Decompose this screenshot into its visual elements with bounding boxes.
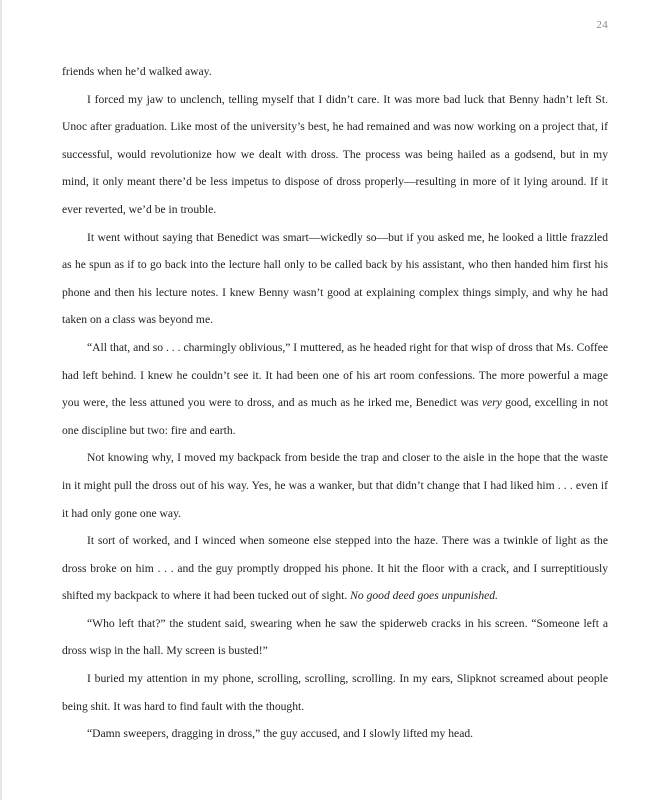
paragraph — [62, 527, 608, 610]
paragraph — [62, 86, 608, 224]
paragraph-text: good, excelling in not one discipline but two: fire and earth. — [62, 396, 608, 437]
italic-text: No good deed goes unpunished. — [350, 589, 498, 603]
paragraph-text: “All that, and so . . . charmingly oblivious,” I muttered, as he headed right for that wisp of dross that Ms. Coffee had left behind. I knew he couldn’t see it. It had been one of his art room confessions. The more powerful a mage you were, the less attuned you were to dross, and as much as he irked me, Benedict was — [62, 340, 608, 410]
paragraph — [62, 444, 608, 527]
paragraph — [62, 720, 608, 748]
paragraph-text: friends when he’d walked away. — [62, 65, 212, 78]
paragraph-text: I forced my jaw to unclench, telling myself that I didn’t care. It was more bad luck that Benny hadn’t left St. Unoc after graduation. Like most of the university’s best, he had remained and was now working on a project that, if successful, would revolutionize how we dealt with dross. The process was being hailed as a godsend, but in my mind, it only meant there’d be less impetus to dispose of dross properly—resulting in more of it lying around. If it ever reverted, we’d be in trouble. — [62, 92, 608, 216]
paragraph-text: It went without saying that Benedict was smart—wickedly so—but if you asked me, he looked a little frazzled as he spun as if to go back into the lecture hall only to be called back by his assistant, who then handed him first his phone and then his lecture notes. I knew Benny wasn’t good at explaining complex things simply, and why he had taken on a class was beyond me. — [62, 230, 608, 327]
paragraph-text: “Damn sweepers, dragging in dross,” the guy accused, and I slowly lifted my head. — [87, 727, 474, 741]
paragraph-text: “Who left that?” the student said, swearing when he saw the spiderweb cracks in his screen. “Someone left a dross wisp in the hall. My screen is busted!” — [62, 616, 608, 658]
paragraph — [62, 665, 608, 720]
paragraph — [62, 334, 608, 444]
paragraph-text: I buried my attention in my phone, scrolling, scrolling, scrolling. In my ears, Slipknot screamed about people being shit. It was hard to find fault with the thought. — [62, 672, 608, 713]
page-edge — [0, 0, 2, 800]
paragraph-text: Not knowing why, I moved my backpack from beside the trap and closer to the aisle in the hope that the waste in it might pull the dross out of his way. Yes, he was a wanker, but that didn’t change that I had liked him . . . even if it had only gone one way. — [62, 451, 608, 520]
body-text — [62, 58, 608, 748]
paragraph — [62, 224, 608, 334]
paragraph-text: It sort of worked, and I winced when someone else stepped into the haze. There was a twinkle of light as the dross broke on him . . . and the guy promptly dropped his phone. It hit the floor with a crack, and I surreptitiously shifted my backpack to where it had been tucked out of sight. — [62, 534, 608, 603]
paragraph — [62, 610, 608, 665]
italic-text: very — [481, 396, 502, 410]
page-number: 24 — [596, 19, 608, 31]
paragraph — [62, 58, 608, 86]
